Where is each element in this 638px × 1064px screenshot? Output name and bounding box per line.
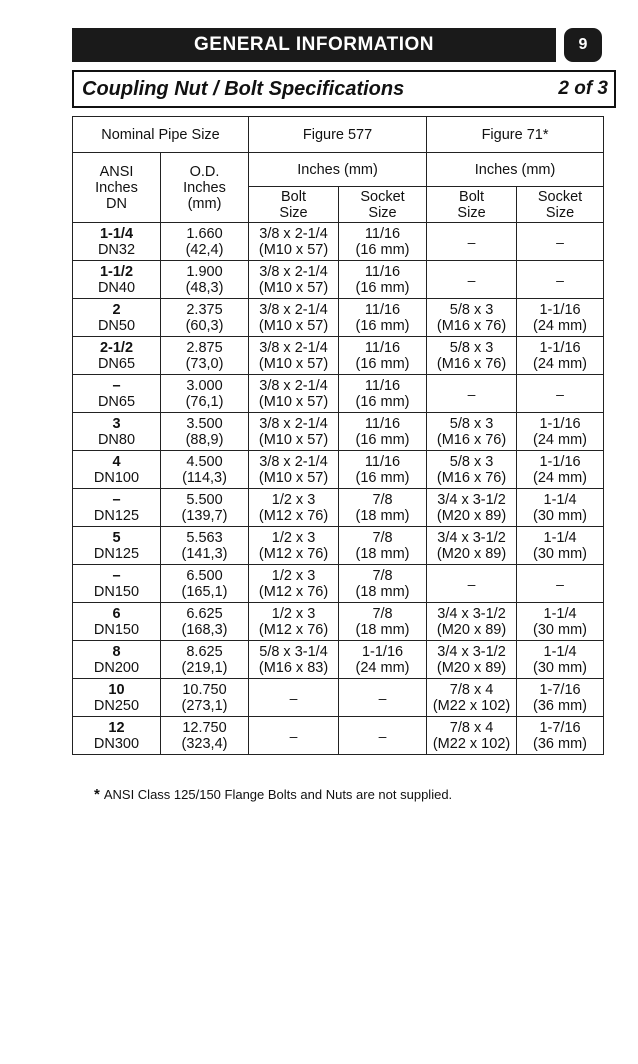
- socket-size-71-header: Socket Size: [517, 187, 604, 223]
- ansi-cell: 8 DN200: [73, 641, 161, 679]
- socket-577-cell: 11/16 (16 mm): [339, 299, 427, 337]
- bolt-71-cell: 3/4 x 3-1/2 (M20 x 89): [427, 603, 517, 641]
- footnote-marker: *: [94, 786, 100, 803]
- figure-577-header: Figure 577: [249, 117, 427, 153]
- bolt-71-cell: 5/8 x 3 (M16 x 76): [427, 299, 517, 337]
- nominal-pipe-size-header: Nominal Pipe Size: [73, 117, 249, 153]
- od-cell: 2.375 (60,3): [161, 299, 249, 337]
- bolt-577-cell: 3/8 x 2-1/4 (M10 x 57): [249, 299, 339, 337]
- bolt-71-cell: 7/8 x 4 (M22 x 102): [427, 679, 517, 717]
- table-row: [73, 261, 604, 299]
- od-cell: 4.500 (114,3): [161, 451, 249, 489]
- bolt-577-cell: –: [249, 679, 339, 717]
- bolt-577-cell: 3/8 x 2-1/4 (M10 x 57): [249, 451, 339, 489]
- bolt-577-cell: 3/8 x 2-1/4 (M10 x 57): [249, 261, 339, 299]
- bolt-71-cell: –: [427, 223, 517, 261]
- table-row: [73, 337, 604, 375]
- spec-title: Coupling Nut / Bolt Specifications: [82, 77, 405, 100]
- ansi-cell: 1-1/2 DN40: [73, 261, 161, 299]
- bolt-size-71-header: Bolt Size: [427, 187, 517, 223]
- bolt-577-cell: 5/8 x 3-1/4 (M16 x 83): [249, 641, 339, 679]
- socket-577-cell: 11/16 (16 mm): [339, 413, 427, 451]
- bolt-577-cell: 1/2 x 3 (M12 x 76): [249, 489, 339, 527]
- socket-71-cell: –: [517, 261, 604, 299]
- bolt-71-cell: –: [427, 261, 517, 299]
- socket-71-cell: 1-1/16 (24 mm): [517, 337, 604, 375]
- bolt-71-cell: 3/4 x 3-1/2 (M20 x 89): [427, 527, 517, 565]
- ansi-cell: 3 DN80: [73, 413, 161, 451]
- od-cell: 1.900 (48,3): [161, 261, 249, 299]
- bolt-71-cell: 5/8 x 3 (M16 x 76): [427, 451, 517, 489]
- footnote-text: ANSI Class 125/150 Flange Bolts and Nuts are not supplied.: [103, 787, 453, 802]
- bolt-71-cell: 5/8 x 3 (M16 x 76): [427, 413, 517, 451]
- page-of-label: 2 of 3: [558, 78, 608, 99]
- table-row: [73, 223, 604, 261]
- socket-71-cell: 1-1/4 (30 mm): [517, 641, 604, 679]
- socket-71-cell: 1-1/16 (24 mm): [517, 299, 604, 337]
- od-cell: 10.750 (273,1): [161, 679, 249, 717]
- socket-size-577-header: Socket Size: [339, 187, 427, 223]
- bolt-71-cell: 3/4 x 3-1/2 (M20 x 89): [427, 489, 517, 527]
- ansi-cell: 1-1/4 DN32: [73, 223, 161, 261]
- od-cell: 5.563 (141,3): [161, 527, 249, 565]
- bolt-577-cell: 1/2 x 3 (M12 x 76): [249, 565, 339, 603]
- table-row: [73, 565, 604, 603]
- od-cell: 5.500 (139,7): [161, 489, 249, 527]
- socket-577-cell: 7/8 (18 mm): [339, 565, 427, 603]
- od-cell: 8.625 (219,1): [161, 641, 249, 679]
- bolt-577-cell: 1/2 x 3 (M12 x 76): [249, 527, 339, 565]
- table-row: [73, 603, 604, 641]
- socket-577-cell: 1-1/16 (24 mm): [339, 641, 427, 679]
- ansi-cell: 12 DN300: [73, 717, 161, 755]
- socket-577-cell: 11/16 (16 mm): [339, 337, 427, 375]
- socket-71-cell: 1-1/16 (24 mm): [517, 413, 604, 451]
- table-row: [73, 299, 604, 337]
- ansi-cell: 6 DN150: [73, 603, 161, 641]
- socket-71-cell: 1-1/4 (30 mm): [517, 527, 604, 565]
- ansi-cell: 5 DN125: [73, 527, 161, 565]
- od-cell: 6.500 (165,1): [161, 565, 249, 603]
- ansi-cell: 4 DN100: [73, 451, 161, 489]
- ansi-header: ANSI Inches DN: [73, 153, 161, 223]
- ansi-cell: – DN150: [73, 565, 161, 603]
- units-577-header: Inches (mm): [249, 153, 427, 187]
- table-row: [73, 489, 604, 527]
- socket-577-cell: 7/8 (18 mm): [339, 527, 427, 565]
- table-row: [73, 413, 604, 451]
- socket-577-cell: 11/16 (16 mm): [339, 451, 427, 489]
- bolt-71-cell: –: [427, 375, 517, 413]
- table-row: [73, 451, 604, 489]
- socket-71-cell: 1-7/16 (36 mm): [517, 717, 604, 755]
- bolt-size-577-header: Bolt Size: [249, 187, 339, 223]
- socket-71-cell: 1-1/4 (30 mm): [517, 603, 604, 641]
- footnote: [94, 786, 452, 803]
- od-cell: 3.000 (76,1): [161, 375, 249, 413]
- table-row: [73, 717, 604, 755]
- bolt-577-cell: 3/8 x 2-1/4 (M10 x 57): [249, 337, 339, 375]
- spec-table: [72, 116, 604, 755]
- bolt-577-cell: 3/8 x 2-1/4 (M10 x 57): [249, 375, 339, 413]
- bolt-577-cell: 1/2 x 3 (M12 x 76): [249, 603, 339, 641]
- socket-71-cell: –: [517, 565, 604, 603]
- socket-577-cell: 11/16 (16 mm): [339, 375, 427, 413]
- bolt-577-cell: –: [249, 717, 339, 755]
- socket-577-cell: 11/16 (16 mm): [339, 261, 427, 299]
- od-cell: 6.625 (168,3): [161, 603, 249, 641]
- od-header: O.D. Inches (mm): [161, 153, 249, 223]
- table-row: [73, 679, 604, 717]
- page-number: 9: [578, 36, 588, 53]
- figure-71-header: Figure 71*: [427, 117, 604, 153]
- table-row: [73, 375, 604, 413]
- ansi-cell: – DN65: [73, 375, 161, 413]
- od-cell: 3.500 (88,9): [161, 413, 249, 451]
- socket-577-cell: 11/16 (16 mm): [339, 223, 427, 261]
- bolt-71-cell: –: [427, 565, 517, 603]
- socket-71-cell: 1-1/4 (30 mm): [517, 489, 604, 527]
- bolt-577-cell: 3/8 x 2-1/4 (M10 x 57): [249, 223, 339, 261]
- bolt-71-cell: 5/8 x 3 (M16 x 76): [427, 337, 517, 375]
- socket-577-cell: 7/8 (18 mm): [339, 603, 427, 641]
- bolt-71-cell: 3/4 x 3-1/2 (M20 x 89): [427, 641, 517, 679]
- socket-577-cell: –: [339, 679, 427, 717]
- ansi-cell: 2-1/2 DN65: [73, 337, 161, 375]
- group-header-row: [73, 117, 604, 153]
- socket-577-cell: 7/8 (18 mm): [339, 489, 427, 527]
- od-cell: 2.875 (73,0): [161, 337, 249, 375]
- ansi-cell: 2 DN50: [73, 299, 161, 337]
- table-row: [73, 641, 604, 679]
- units-71-header: Inches (mm): [427, 153, 604, 187]
- od-cell: 12.750 (323,4): [161, 717, 249, 755]
- page-number-badge: [564, 28, 602, 62]
- socket-71-cell: –: [517, 375, 604, 413]
- socket-71-cell: –: [517, 223, 604, 261]
- socket-71-cell: 1-1/16 (24 mm): [517, 451, 604, 489]
- bolt-577-cell: 3/8 x 2-1/4 (M10 x 57): [249, 413, 339, 451]
- table-row: [73, 527, 604, 565]
- ansi-cell: 10 DN250: [73, 679, 161, 717]
- section-header: [72, 28, 556, 62]
- section-title: GENERAL INFORMATION: [194, 34, 434, 55]
- od-cell: 1.660 (42,4): [161, 223, 249, 261]
- socket-71-cell: 1-7/16 (36 mm): [517, 679, 604, 717]
- bolt-71-cell: 7/8 x 4 (M22 x 102): [427, 717, 517, 755]
- ansi-cell: – DN125: [73, 489, 161, 527]
- units-header-row: [73, 153, 604, 187]
- socket-577-cell: –: [339, 717, 427, 755]
- spec-title-box: [72, 70, 616, 108]
